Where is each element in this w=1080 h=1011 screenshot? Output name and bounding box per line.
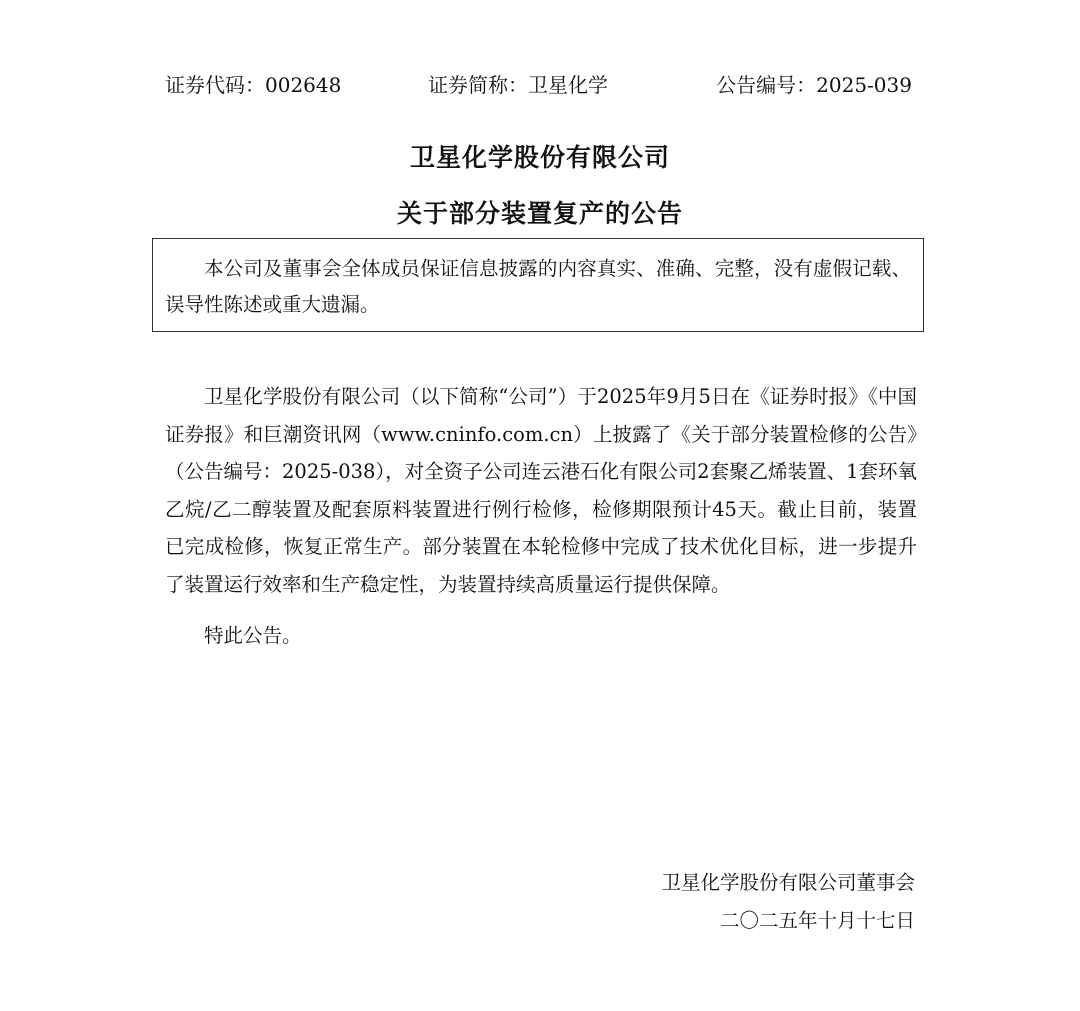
stock-code: 证券代码：002648 bbox=[165, 73, 342, 97]
header-row bbox=[0, 68, 1080, 102]
company-title: 卫星化学股份有限公司 bbox=[409, 143, 670, 172]
signature-block bbox=[661, 864, 915, 940]
stock-short-name: 证券简称：卫星化学 bbox=[428, 73, 608, 97]
announcement-title: 关于部分装置复产的公告 bbox=[396, 199, 683, 228]
disclosure-statement: 本公司及董事会全体成员保证信息披露的内容真实、准确、完整，没有虚假记载、误导性陈述或重大遗漏。 bbox=[165, 257, 911, 316]
announcement-date: 二〇二五年十月十七日 bbox=[719, 909, 915, 932]
closing-remark: 特此公告。 bbox=[204, 624, 302, 647]
disclosure-notice-box bbox=[152, 238, 924, 332]
announcement-number: 公告编号：2025-039 bbox=[716, 73, 912, 97]
signatory-board: 卫星化学股份有限公司董事会 bbox=[661, 871, 915, 894]
announcement-body bbox=[165, 378, 917, 655]
body-paragraph: 卫星化学股份有限公司（以下简称“公司”）于2025年9月5日在《证券时报》《中国证券报》和巨潮资讯网（www.cninfo.com.cn）上披露了《关于部分装置检修的公告》（公告编号：2025-038），对全资子公司连云港石化有限公司2套聚乙烯装置、1套环氧乙烷/乙二醇装置及配套原料装置进行例行检修，检修期限预计45天。截止目前，装置已完成检修，恢复正常生产。部分装置在本轮检修中完成了技术优化目标，进一步提升了装置运行效率和生产稳定性，为装置持续高质量运行提供保障。 bbox=[165, 385, 917, 596]
